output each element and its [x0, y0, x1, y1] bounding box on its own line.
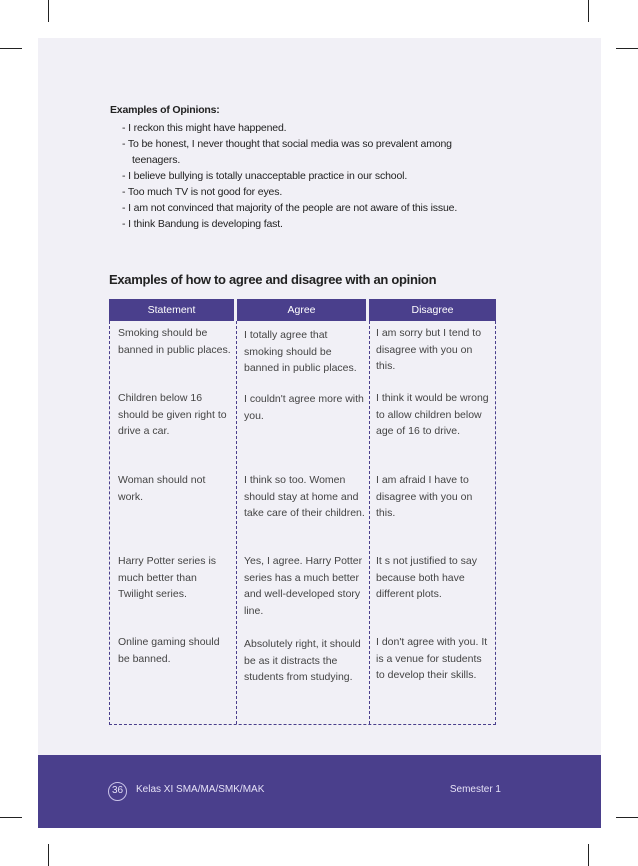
agree-cell: I totally agree that smoking should be banned in public places.: [244, 329, 357, 374]
disagree-cell: I think it would be wrong to allow children below age of 16 to drive.: [376, 392, 489, 437]
crop-mark: [0, 48, 22, 49]
agree-cell: Absolutely right, it should be as it distracts the students from studying.: [244, 638, 361, 683]
crop-mark: [48, 0, 49, 22]
agree-cell: Yes, I agree. Harry Potter series has a much better and well-developed story line.: [244, 555, 363, 617]
agree-cell: I think so too. Women should stay at home and take care of their children.: [244, 474, 365, 519]
statement-cell: Harry Potter series is much better than Twilight series.: [118, 555, 217, 600]
table-body: [109, 321, 496, 725]
disagree-cell: I don't agree with you. It is a venue for students to develop their skills.: [376, 636, 488, 681]
crop-mark: [48, 844, 49, 866]
page-number: 36: [108, 782, 127, 801]
opinion-item: - I believe bullying is totally unacceptable practice in our school.: [122, 170, 408, 182]
opinions-block: [110, 104, 500, 232]
header-disagree: Disagree: [369, 299, 496, 321]
header-statement: Statement: [109, 299, 234, 321]
book-title: Kelas XI SMA/MA/SMK/MAK: [136, 784, 265, 795]
statement-cell: Woman should not work.: [118, 474, 206, 503]
statement-cell: Smoking should be banned in public places.: [118, 327, 231, 356]
column-divider: [236, 321, 237, 724]
opinion-item: - Too much TV is not good for eyes.: [122, 186, 283, 198]
book-page: [38, 38, 601, 828]
opinion-item: - I think Bandung is developing fast.: [122, 218, 283, 230]
header-agree: Agree: [237, 299, 366, 321]
agree-disagree-table: [109, 299, 496, 725]
crop-mark: [616, 817, 638, 818]
agree-cell: I couldn't agree more with you.: [244, 393, 364, 422]
crop-mark: [616, 48, 638, 49]
section-title: Examples of how to agree and disagree with an opinion: [109, 272, 437, 287]
page-footer: [38, 755, 601, 828]
crop-mark: [588, 844, 589, 866]
disagree-cell: It s not justified to say because both have different plots.: [376, 555, 477, 600]
opinion-item: - I am not convinced that majority of the people are not aware of this issue.: [122, 202, 458, 214]
crop-mark: [588, 0, 589, 22]
semester-label: Semester 1: [449, 784, 501, 795]
crop-mark: [0, 817, 22, 818]
table-header-row: [109, 299, 496, 321]
disagree-cell: I am sorry but I tend to disagree with you on this.: [376, 327, 482, 372]
opinion-item: - I reckon this might have happened.: [122, 122, 287, 134]
disagree-cell: I am afraid I have to disagree with you on this.: [376, 474, 473, 519]
column-divider: [369, 321, 370, 724]
statement-cell: Children below 16 should be given right to drive a car.: [118, 392, 227, 437]
opinions-title: Examples of Opinions:: [110, 104, 220, 116]
statement-cell: Online gaming should be banned.: [118, 636, 220, 665]
opinion-item: - To be honest, I never thought that social media was so prevalent among teenagers.: [122, 138, 452, 166]
